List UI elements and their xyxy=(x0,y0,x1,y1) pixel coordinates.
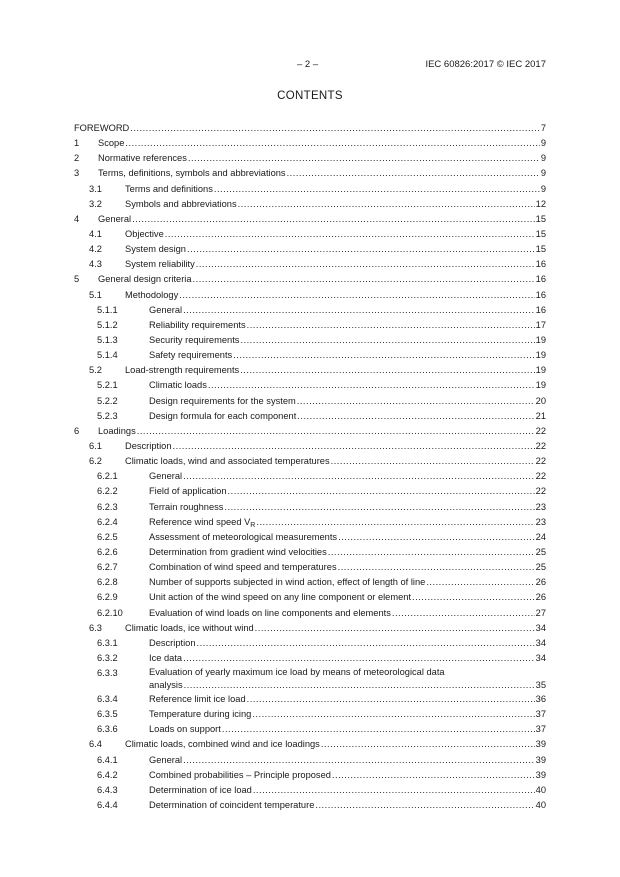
toc-entry-title: Loadings xyxy=(98,424,136,439)
toc-entry-number: 6.4.4 xyxy=(97,800,118,811)
toc-entry-page: 19 xyxy=(535,380,546,391)
toc-entry[interactable] xyxy=(74,182,546,197)
toc-entry-page: 40 xyxy=(535,800,546,811)
toc-entry[interactable] xyxy=(74,288,546,303)
toc-entry[interactable] xyxy=(74,151,546,166)
toc-entry-title: Loads on support xyxy=(149,722,221,737)
toc-entry-title: General xyxy=(149,303,182,318)
toc-entry-page: 16 xyxy=(535,274,546,285)
toc-entry-number: 6.2.9 xyxy=(97,592,118,603)
toc-entry-page: 15 xyxy=(535,244,546,255)
toc-entry-page: 7 xyxy=(540,123,546,133)
toc-entry[interactable] xyxy=(74,722,546,737)
toc-entry-title: Assessment of meteorological measurements xyxy=(149,530,337,545)
toc-entry-page: 37 xyxy=(535,724,546,735)
toc-leader-dots xyxy=(253,783,535,798)
toc-entry[interactable] xyxy=(74,651,546,666)
toc-leader-dots xyxy=(255,621,535,636)
toc-entry-page: 34 xyxy=(535,652,546,663)
toc-entry[interactable] xyxy=(74,378,546,393)
toc-entry-page: 40 xyxy=(535,784,546,795)
toc-entry-page: 22 xyxy=(535,440,546,451)
toc-leader-dots xyxy=(173,439,535,454)
toc-entry-page: 22 xyxy=(535,456,546,467)
toc-entry-title: Description xyxy=(125,439,172,454)
toc-entry-title: Ice data xyxy=(149,651,182,666)
toc-leader-dots xyxy=(238,197,535,212)
toc-entry[interactable] xyxy=(74,753,546,768)
toc-leader-dots xyxy=(130,121,540,136)
toc-entry[interactable] xyxy=(74,666,546,692)
toc-entry-title: Number of supports subjected in wind action, effect of length of line xyxy=(149,575,425,590)
toc-entry-title: Methodology xyxy=(125,288,178,303)
toc-entry-page: 21 xyxy=(535,410,546,421)
toc-entry-page: 22 xyxy=(535,425,546,436)
toc-entry-number: 6.2.1 xyxy=(97,471,118,482)
toc-leader-dots xyxy=(332,768,535,783)
toc-leader-dots xyxy=(188,151,540,166)
toc-entry-page: 25 xyxy=(535,546,546,557)
toc-entry-title: Evaluation of yearly maximum ice load by means of meteorological data xyxy=(149,667,445,678)
toc-entry-number: 6.4.3 xyxy=(97,784,118,795)
toc-entry[interactable] xyxy=(74,363,546,378)
toc-entry[interactable] xyxy=(74,439,546,454)
toc-entry-number: 5.1.1 xyxy=(97,304,118,315)
toc-entry-title: Terrain roughness xyxy=(149,500,223,515)
toc-entry-title: Evaluation of wind loads on line components and elements xyxy=(149,606,391,621)
table-of-contents xyxy=(74,121,546,813)
toc-entry-title-continued: analysis xyxy=(149,680,183,691)
toc-entry[interactable] xyxy=(74,333,546,348)
toc-entry-page: 19 xyxy=(535,365,546,376)
toc-entry[interactable] xyxy=(74,469,546,484)
toc-entry[interactable] xyxy=(74,212,546,227)
toc-entry-number: 6.2.5 xyxy=(97,531,118,542)
toc-entry-page: 35 xyxy=(535,680,546,691)
toc-leader-dots xyxy=(183,651,535,666)
toc-leader-dots xyxy=(193,272,535,287)
toc-entry-number: 6.3.1 xyxy=(97,637,118,648)
toc-entry[interactable] xyxy=(74,606,546,621)
toc-entry-number: 5.1.3 xyxy=(97,334,118,345)
toc-entry-page: 15 xyxy=(535,228,546,239)
toc-leader-dots xyxy=(165,227,535,242)
toc-entry-number: 6.1 xyxy=(89,440,102,451)
toc-leader-dots xyxy=(214,182,540,197)
toc-entry[interactable] xyxy=(74,768,546,783)
toc-entry[interactable] xyxy=(74,590,546,605)
toc-entry-page: 16 xyxy=(535,259,546,270)
toc-leader-dots xyxy=(321,737,535,752)
toc-entry-page: 17 xyxy=(535,319,546,330)
toc-entry-title: System design xyxy=(125,242,186,257)
toc-entry-page: 19 xyxy=(535,350,546,361)
toc-entry[interactable] xyxy=(74,621,546,636)
toc-leader-dots xyxy=(412,590,535,605)
toc-entry-title: Determination from gradient wind velocities xyxy=(149,545,327,560)
toc-entry-title: Design formula for each component xyxy=(149,409,296,424)
toc-entry[interactable] xyxy=(74,257,546,272)
toc-entry-number: 5 xyxy=(74,274,80,285)
toc-entry-number: 1 xyxy=(74,138,80,149)
toc-entry-number: 6.3.6 xyxy=(97,724,118,735)
toc-entry[interactable] xyxy=(74,707,546,722)
toc-entry[interactable] xyxy=(74,500,546,515)
toc-entry[interactable] xyxy=(74,530,546,545)
toc-entry[interactable] xyxy=(74,272,546,287)
toc-entry-number: 6.3.2 xyxy=(97,652,118,663)
toc-entry-title: Field of application xyxy=(149,484,227,499)
toc-leader-dots xyxy=(187,242,535,257)
toc-entry[interactable] xyxy=(74,737,546,752)
toc-entry-page: 39 xyxy=(535,739,546,750)
toc-entry-page: 26 xyxy=(535,577,546,588)
toc-entry-title: Objective xyxy=(125,227,164,242)
toc-leader-dots xyxy=(331,454,535,469)
toc-entry-title: General xyxy=(98,212,131,227)
toc-entry-page: 39 xyxy=(535,754,546,765)
toc-leader-dots xyxy=(256,515,534,530)
toc-entry-title: Unit action of the wind speed on any line component or element xyxy=(149,590,411,605)
toc-entry-number: 3 xyxy=(74,168,80,179)
toc-entry-page: 27 xyxy=(535,607,546,618)
toc-entry-title: Climatic loads, wind and associated temperatures xyxy=(125,454,330,469)
toc-entry-title: Reference wind speed $V_R$ xyxy=(149,515,255,533)
toc-entry-title: Climatic loads, combined wind and ice loadings xyxy=(125,737,320,752)
toc-entry-page: 9 xyxy=(540,138,546,149)
toc-entry[interactable] xyxy=(74,515,546,530)
toc-entry-page: 24 xyxy=(535,531,546,542)
toc-entry-title: General xyxy=(149,469,182,484)
toc-entry-number: 2 xyxy=(74,153,80,164)
toc-leader-dots xyxy=(125,136,539,151)
toc-entry-page: 34 xyxy=(535,622,546,633)
toc-entry-title: Security requirements xyxy=(149,333,239,348)
toc-entry-title: Terms and definitions xyxy=(125,182,213,197)
toc-entry-number: 4.3 xyxy=(89,259,102,270)
page-number: – 2 – xyxy=(297,59,319,70)
toc-entry-number: 5.1.2 xyxy=(97,319,118,330)
toc-entry-number: 6.3.3 xyxy=(97,668,118,679)
toc-entry-number: 6.4 xyxy=(89,739,102,750)
toc-leader-dots xyxy=(315,798,534,813)
toc-entry-number: 6.4.1 xyxy=(97,754,118,765)
toc-entry-title: Normative references xyxy=(98,151,187,166)
toc-leader-dots xyxy=(224,500,534,515)
toc-entry[interactable] xyxy=(74,121,546,136)
toc-leader-dots xyxy=(197,636,535,651)
toc-leader-dots xyxy=(183,753,535,768)
toc-leader-dots xyxy=(196,257,535,272)
toc-entry-page: 12 xyxy=(535,198,546,209)
toc-leader-dots xyxy=(252,707,534,722)
toc-entry-number: 5.2 xyxy=(89,365,102,376)
toc-entry[interactable] xyxy=(74,454,546,469)
toc-leader-dots xyxy=(184,679,535,692)
toc-entry-number: 4 xyxy=(74,213,80,224)
toc-entry-title: Reliability requirements xyxy=(149,318,246,333)
toc-entry-page: 37 xyxy=(535,709,546,720)
toc-entry-page: 23 xyxy=(535,516,546,527)
toc-entry-page: 9 xyxy=(540,153,546,164)
toc-entry-title: Combination of wind speed and temperatures xyxy=(149,560,337,575)
toc-entry-number: 6.3.4 xyxy=(97,694,118,705)
toc-leader-dots xyxy=(233,348,534,363)
toc-entry-title: Terms, definitions, symbols and abbreviations xyxy=(98,166,286,181)
toc-entry[interactable] xyxy=(74,197,546,212)
toc-leader-dots xyxy=(228,484,535,499)
toc-entry[interactable] xyxy=(74,394,546,409)
toc-entry-page: 16 xyxy=(535,304,546,315)
toc-entry-page: 36 xyxy=(535,694,546,705)
toc-leader-dots xyxy=(240,363,534,378)
toc-entry-number: 4.2 xyxy=(89,244,102,255)
toc-leader-dots xyxy=(183,469,535,484)
toc-entry[interactable] xyxy=(74,545,546,560)
toc-entry-number: 6.2.10 xyxy=(97,607,123,618)
toc-entry-number: 6 xyxy=(74,425,80,436)
toc-entry-number: 3.1 xyxy=(89,183,102,194)
toc-entry-title: Climatic loads, ice without wind xyxy=(125,621,254,636)
toc-entry-subscript: R xyxy=(250,521,256,529)
toc-entry-number: 5.2.2 xyxy=(97,395,118,406)
toc-entry-title: General xyxy=(149,753,182,768)
toc-entry[interactable] xyxy=(74,692,546,707)
toc-entry-number: 4.1 xyxy=(89,228,102,239)
toc-entry-number: 5.1 xyxy=(89,289,102,300)
toc-entry-page: 16 xyxy=(535,289,546,300)
toc-entry-page: 25 xyxy=(535,562,546,573)
toc-entry[interactable] xyxy=(74,409,546,424)
toc-entry[interactable] xyxy=(74,636,546,651)
toc-entry-page: 9 xyxy=(540,183,546,194)
toc-leader-dots xyxy=(338,530,535,545)
toc-entry-number: 6.2.4 xyxy=(97,516,118,527)
toc-entry-title: Climatic loads xyxy=(149,378,207,393)
toc-entry[interactable] xyxy=(74,136,546,151)
toc-entry[interactable] xyxy=(74,166,546,181)
toc-entry-number: 5.2.1 xyxy=(97,380,118,391)
page-title: CONTENTS xyxy=(277,90,343,102)
toc-leader-dots xyxy=(426,575,534,590)
toc-entry-number: 6.2.6 xyxy=(97,546,118,557)
toc-leader-dots xyxy=(247,318,535,333)
toc-leader-dots xyxy=(297,409,534,424)
toc-entry-number: 6.2.2 xyxy=(97,486,118,497)
toc-entry-title: Load-strength requirements xyxy=(125,363,239,378)
toc-leader-dots xyxy=(208,378,535,393)
toc-leader-dots xyxy=(328,545,535,560)
toc-entry-number: 5.1.4 xyxy=(97,350,118,361)
toc-entry[interactable] xyxy=(74,560,546,575)
toc-entry-page: 22 xyxy=(535,471,546,482)
toc-entry[interactable] xyxy=(74,484,546,499)
toc-leader-dots xyxy=(247,692,535,707)
toc-leader-dots xyxy=(338,560,535,575)
toc-entry-title: Scope xyxy=(98,136,124,151)
toc-entry-title: Design requirements for the system xyxy=(149,394,296,409)
toc-entry-number: 6.2.8 xyxy=(97,577,118,588)
toc-entry[interactable] xyxy=(74,227,546,242)
toc-entry-title: System reliability xyxy=(125,257,195,272)
toc-entry[interactable] xyxy=(74,575,546,590)
toc-entry-title: Combined probabilities – Principle proposed xyxy=(149,768,331,783)
toc-entry[interactable] xyxy=(74,424,546,439)
toc-entry-page: 34 xyxy=(535,637,546,648)
toc-entry[interactable] xyxy=(74,242,546,257)
toc-entry-title: General design criteria xyxy=(98,272,192,287)
toc-entry-title: Symbols and abbreviations xyxy=(125,197,237,212)
toc-entry-title: Determination of coincident temperature xyxy=(149,798,314,813)
toc-leader-dots xyxy=(183,303,535,318)
toc-entry-page: 15 xyxy=(535,213,546,224)
toc-entry-title: Determination of ice load xyxy=(149,783,252,798)
toc-entry-page: 23 xyxy=(535,501,546,512)
toc-entry-page: 39 xyxy=(535,769,546,780)
toc-entry[interactable] xyxy=(74,348,546,363)
toc-leader-dots xyxy=(240,333,534,348)
toc-entry-number: 6.3 xyxy=(89,622,102,633)
toc-leader-dots xyxy=(132,212,535,227)
toc-leader-dots xyxy=(297,394,535,409)
toc-leader-dots xyxy=(179,288,534,303)
toc-entry-number: 6.2.7 xyxy=(97,562,118,573)
toc-entry-number: 6.3.5 xyxy=(97,709,118,720)
toc-leader-dots xyxy=(392,606,535,621)
toc-leader-dots xyxy=(222,722,535,737)
toc-entry[interactable] xyxy=(74,798,546,813)
toc-entry[interactable] xyxy=(74,318,546,333)
toc-leader-dots xyxy=(287,166,540,181)
toc-entry-number: 3.2 xyxy=(89,198,102,209)
toc-entry-page: 22 xyxy=(535,486,546,497)
standard-reference: IEC 60826:2017 © IEC 2017 xyxy=(425,59,546,70)
toc-entry-title: Safety requirements xyxy=(149,348,232,363)
toc-entry-page: 19 xyxy=(535,334,546,345)
toc-entry-page: 26 xyxy=(535,592,546,603)
toc-entry-title: FOREWORD xyxy=(74,121,129,136)
toc-entry-title: Temperature during icing xyxy=(149,707,251,722)
toc-entry-number: 6.2 xyxy=(89,456,102,467)
toc-entry[interactable] xyxy=(74,783,546,798)
toc-entry-title: Reference limit ice load xyxy=(149,692,246,707)
toc-entry-number: 5.2.3 xyxy=(97,410,118,421)
toc-entry-page: 9 xyxy=(540,168,546,179)
toc-leader-dots xyxy=(137,424,535,439)
toc-entry[interactable] xyxy=(74,303,546,318)
toc-entry-page: 20 xyxy=(535,395,546,406)
toc-entry-number: 6.2.3 xyxy=(97,501,118,512)
toc-entry-title: Description xyxy=(149,636,196,651)
toc-entry-number: 6.4.2 xyxy=(97,769,118,780)
